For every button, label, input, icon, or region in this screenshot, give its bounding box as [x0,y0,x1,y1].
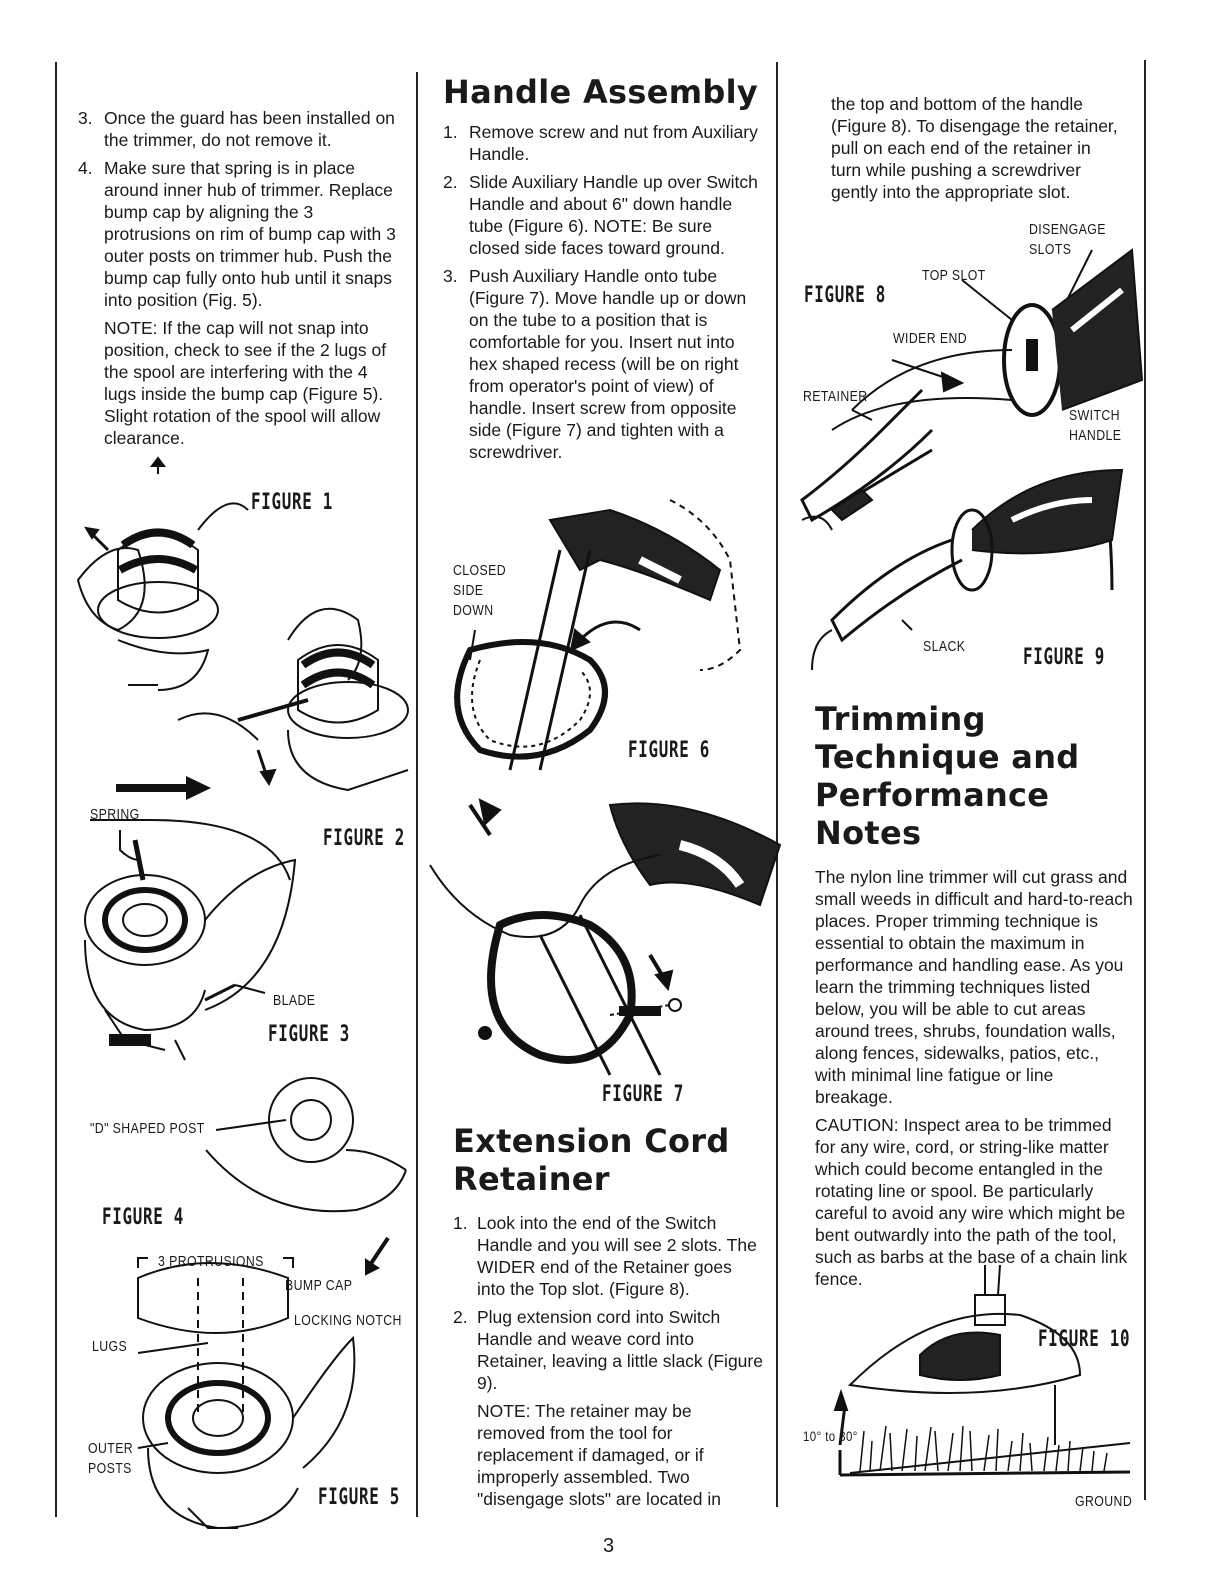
handle-item-3: 3. Push Auxiliary Handle onto tube (Figure 7). Move handle up or down on the tube to a position that is comfortable for you. Insert nut into hex shaped recess (will be on right from operator's point of view) of handle. Insert screw from opposite side (Figure 7) and tighten with a screwdriver. [443,266,747,462]
handle-assembly-title: Handle Assembly [443,73,759,111]
figure-7-caption: FIGURE 7 [602,1082,685,1107]
figure-9-caption: FIGURE 9 [1023,645,1106,670]
label-bump-cap: BUMP CAP [285,1277,353,1294]
label-switch: SWITCH [1069,407,1120,424]
trimming-caution: CAUTION: Inspect area to be trimmed for any wire, cord, or string-like matter which could become entangled in the rotating line or spool. Be particularly careful to avoid any wire which might be bent outwardly into the path of the tool, such as barbs at the base of a chain link fence. [815,1115,1128,1289]
figure-1-illustration [58,450,418,790]
extension-title-line-2: Retainer [453,1160,610,1198]
column-rule-left [55,62,57,1517]
figure-8-9-illustration [792,250,1142,670]
label-wider-end: WIDER END [893,330,968,347]
label-closed: CLOSED [453,562,507,579]
left-item-3: 3. Once the guard has been installed on the trimmer, do not remove it. [78,108,395,150]
left-column-text [78,107,398,455]
figure-5-caption: FIGURE 5 [318,1485,401,1510]
trimming-title-line-1: Trimming [815,700,986,738]
extension-item-2: 2. Plug extension cord into Switch Handle and weave cord into Retainer, leaving a little slack (Figure 9). [453,1307,763,1393]
figure-2-caption: FIGURE 2 [323,826,406,851]
column-rule-right [1144,60,1146,1500]
figure-6-illustration [440,490,760,780]
figure-6-caption: FIGURE 6 [628,738,711,763]
figure-4-illustration [196,1070,416,1220]
label-disengage: DISENGAGE [1029,221,1106,238]
extension-title-line-1: Extension Cord [453,1122,730,1160]
label-slack: SLACK [923,638,966,655]
extension-item-1: 1. Look into the end of the Switch Handle and you will see 2 slots. The WIDER end of the Retainer goes into the Top slot. (Figure 8). [453,1213,757,1299]
figure-3-illustration [75,810,395,1090]
figure-10-caption: FIGURE 10 [1038,1327,1131,1352]
label-ground: GROUND [1075,1493,1133,1510]
label-retainer: RETAINER [803,388,868,405]
label-lugs: LUGS [92,1338,128,1355]
trimming-section [815,700,1135,1296]
trimming-paragraph: The nylon line trimmer will cut grass and small weeds in difficult and hard-to-reach places. Proper trimming technique is essential to obtain the maximum in performance and handling ease. As you learn the trimming techniques listed below, you will be able to cut areas around trees, shrubs, foundation walls, along fences, sidewalks, patios, etc., with minimal line fatigue or line breakage. [815,867,1133,1107]
figure-10-illustration [800,1255,1140,1495]
left-item-4: 4. Make sure that spring is in place around inner hub of trimmer. Replace bump cap by aligning the 3 protrusions on rim of bump cap with 3 outer posts on trimmer hub. Push the bump cap fully onto hub until it snaps into position (Fig. 5). [78,158,396,310]
left-note: NOTE: If the cap will not snap into position, check to see if the 2 lugs of the spool are interfering with the 4 lugs inside the bump cap (Figure 5). Slight rotation of the spool will allow clearance. [104,318,387,448]
label-angle: 10° to 30° [803,1428,858,1444]
label-d-shaped-post: "D" SHAPED POST [90,1120,205,1137]
figure-8-caption: FIGURE 8 [804,283,887,308]
column-rule-mid-1 [416,72,418,1517]
label-spring: SPRING [90,806,140,823]
label-blade: BLADE [273,992,316,1009]
label-handle: HANDLE [1069,427,1122,444]
label-slots: SLOTS [1029,241,1072,258]
extension-note: NOTE: The retainer may be removed from the tool for replacement if damaged, or if improperly assembled. Two "disengage slots" are located in [477,1401,721,1509]
figure-4-caption: FIGURE 4 [102,1205,185,1230]
figure-3-caption: FIGURE 3 [268,1022,351,1047]
figure-1-caption: FIGURE 1 [251,490,334,515]
label-3-protrusions: 3 PROTRUSIONS [158,1253,264,1270]
retainer-continued-text: the top and bottom of the handle (Figure 8). To disengage the retainer, pull on each end of the retainer in turn while pushing a screwdriver gently into the appropriate slot. [831,94,1118,202]
label-top-slot: TOP SLOT [922,267,986,284]
figure-1-arrow [116,772,226,802]
page-number: 3 [603,1535,615,1557]
label-outer: OUTER [88,1440,134,1457]
label-side: SIDE [453,582,484,599]
handle-item-2: 2. Slide Auxiliary Handle up over Switch Handle and about 6" down handle tube (Figure 6). NOTE: Be sure closed side faces toward ground. [443,172,758,258]
label-posts: POSTS [88,1460,132,1477]
trimming-title-line-3: Performance Notes [815,776,1050,852]
handle-assembly-section [443,73,763,469]
label-down: DOWN [453,602,494,619]
figure-7-illustration [420,785,780,1085]
extension-cord-section [453,1122,763,1516]
handle-item-1: 1. Remove screw and nut from Auxiliary Handle. [443,122,758,164]
label-locking-notch: LOCKING NOTCH [294,1312,402,1329]
trimming-title-line-2: Technique and [815,738,1080,776]
